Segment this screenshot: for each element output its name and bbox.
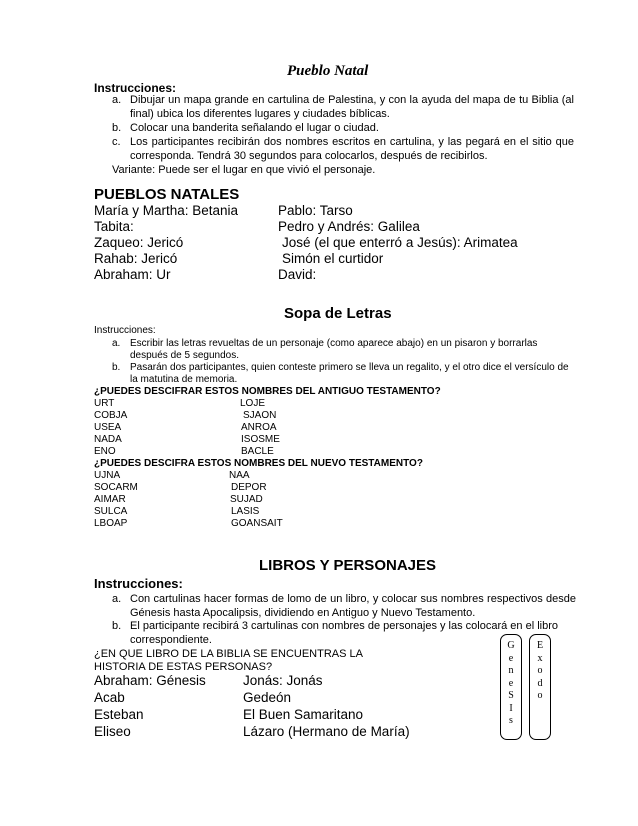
pueblo-right: David: [278, 267, 317, 282]
persona-right: Lázaro (Hermano de María) [243, 724, 410, 739]
instructions-label: Instrucciones: [94, 325, 156, 336]
scramble-left: USEA [94, 422, 122, 433]
pueblo-left: Abraham: Ur [94, 267, 171, 282]
list-marker: b. [112, 122, 122, 134]
scramble-right: SJAON [243, 410, 277, 421]
persona-right: Jonás: Jonás [243, 673, 323, 688]
scramble-left: ENO [94, 446, 116, 457]
scramble-left: NADA [94, 434, 122, 445]
scramble-right: ANROA [241, 422, 277, 433]
instructions-label: Instrucciones: [94, 576, 183, 591]
list-item-text: Con cartulinas hacer formas de lomo de un libro, y colocar sus nombres respectivos desde Génesis hasta Apocalipsis, dividiendo en Antiguo y Nuevo Testamento. [130, 593, 576, 619]
spine-letter: d [537, 677, 543, 689]
list-marker: a. [112, 94, 122, 106]
book-spine-genesis [500, 634, 522, 740]
spine-letter: o [537, 690, 543, 701]
at-question: ¿PUEDES DESCIFRAR ESTOS NOMBRES DEL ANTIGUO TESTAMENTO? [94, 386, 441, 397]
book-question-line1: ¿EN QUE LIBRO DE LA BIBLIA SE ENCUENTRAS LA [94, 648, 363, 660]
scramble-right: BACLE [241, 446, 274, 457]
scramble-left: URT [94, 398, 115, 409]
scramble-right: NAA [229, 470, 250, 481]
scramble-left: AIMAR [94, 494, 126, 505]
spine-letter: S [508, 690, 514, 701]
pueblo-right: Pablo: Tarso [278, 203, 353, 218]
list-item-text: Escribir las letras revueltas de un personaje (como aparece abajo) en un pisaron y borrarlas después de 5 segundos. [130, 338, 538, 361]
persona-left: Esteban [94, 707, 144, 722]
spine-letter: n [508, 665, 514, 676]
persona-left: Acab [94, 690, 125, 705]
pueblo-right: Pedro y Andrés: Galilea [278, 219, 420, 234]
page-title: Pueblo Natal [287, 63, 369, 79]
scramble-right: DEPOR [231, 482, 267, 493]
persona-right: El Buen Samaritano [243, 707, 364, 722]
variant-note: Variante: Puede ser el lugar en que vivió el personaje. [112, 164, 376, 176]
nt-question: ¿PUEDES DESCIFRA ESTOS NOMBRES DEL NUEVO TESTAMENTO? [94, 458, 423, 469]
scramble-right: GOANSAIT [231, 518, 283, 529]
list-marker: c. [112, 136, 121, 148]
list-item-text: El participante recibirá 3 cartulinas con nombres de personajes y las colocará en el libro correspondiente. [130, 620, 559, 646]
scramble-left: SULCA [94, 506, 128, 517]
pueblo-right: Simón el curtidor [282, 251, 384, 266]
pueblo-right: José (el que enterró a Jesús): Arimatea [282, 235, 518, 250]
book-spine-exodo [529, 634, 551, 740]
persona-left: Abraham: Génesis [94, 673, 206, 688]
scramble-left: COBJA [94, 410, 128, 421]
pueblo-left: María y Martha: Betania [94, 203, 239, 218]
sopa-heading: Sopa de Letras [284, 305, 392, 322]
spine-letter: o [537, 665, 543, 676]
scramble-right: SUJAD [230, 494, 263, 505]
scramble-right: LOJE [240, 398, 266, 409]
scramble-left: UJNA [94, 470, 121, 481]
spine-letter: E [536, 640, 544, 651]
list-item-text: Colocar una banderita señalando el lugar o ciudad. [130, 122, 379, 134]
spine-letter: x [537, 652, 543, 664]
list-marker: a. [112, 338, 121, 349]
pueblos-heading: PUEBLOS NATALES [94, 186, 240, 203]
spine-letter: I [509, 702, 513, 714]
list-item-text: Los participantes recibirán dos nombres escritos en cartulina, y las pegará en el sitio que corresponda. Tendrá 30 segundos para colocarlos, después de recibirlos. [130, 136, 574, 162]
instructions-label: Instrucciones: [94, 81, 177, 95]
scramble-right: ISOSME [241, 434, 280, 445]
spine-letter: e [508, 652, 514, 664]
pueblo-left: Tabita: [94, 219, 134, 234]
libros-heading: LIBROS Y PERSONAJES [259, 557, 436, 574]
book-question-line2: HISTORIA DE ESTAS PERSONAS? [94, 661, 273, 673]
pueblo-left: Rahab: Jericó [94, 251, 178, 266]
scramble-right: LASIS [231, 506, 260, 517]
list-item-text: Dibujar un mapa grande en cartulina de Palestina, y con la ayuda del mapa de tu Biblia (al final) ubica los diferentes lugares y ciudades bíblicas. [130, 94, 574, 120]
list-marker: b. [112, 620, 122, 632]
list-item-text: Pasarán dos participantes, quien conteste primero se lleva un regalito, y el otro dice el versículo de la matutina de memoria. [130, 362, 569, 385]
spine-letter: G [507, 640, 515, 651]
spine-letter: s [509, 715, 513, 726]
spine-letter: e [508, 677, 514, 689]
scramble-left: LBOAP [94, 518, 128, 529]
persona-right: Gedeón [243, 690, 292, 705]
persona-left: Eliseo [94, 724, 131, 739]
list-marker: a. [112, 593, 122, 605]
pueblo-left: Zaqueo: Jericó [94, 235, 184, 250]
scramble-left: SOCARM [94, 482, 138, 493]
list-marker: b. [112, 362, 121, 373]
